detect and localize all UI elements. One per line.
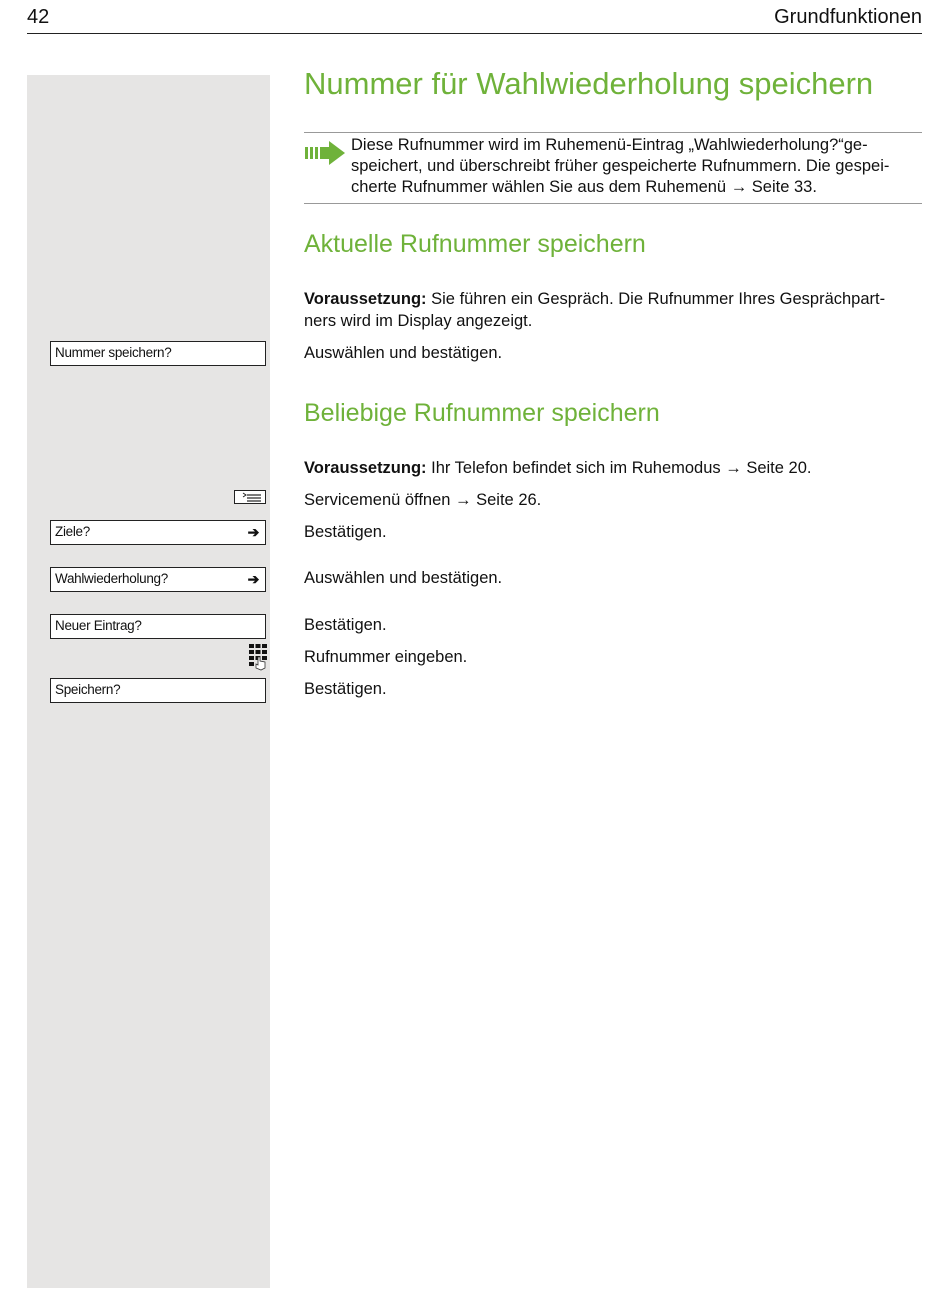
page-number: 42 <box>27 6 50 28</box>
display-neuer-eintrag[interactable] <box>50 614 266 639</box>
display-label: Nummer speichern? <box>55 345 172 360</box>
requirement-label: Voraussetzung: <box>304 459 427 477</box>
display-label: Wahlwiederholung? <box>55 571 168 586</box>
section-heading: Aktuelle Rufnummer speichern <box>304 230 646 258</box>
display-label: Neuer Eintrag? <box>55 618 142 633</box>
note-top-rule <box>304 132 922 133</box>
requirement-text-cont: ners wird im Display angezeigt. <box>304 312 533 330</box>
requirement-label: Voraussetzung: <box>304 290 427 308</box>
display-ziele[interactable] <box>50 520 266 545</box>
display-label: Speichern? <box>55 682 121 697</box>
chapter-title: Grundfunktionen <box>774 6 922 28</box>
step-text: Rufnummer eingeben. <box>304 648 468 666</box>
step-text: Servicemenü öffnen → Seite 26. <box>304 491 542 509</box>
green-arrow-icon <box>304 140 346 166</box>
requirement-body: Sie führen ein Gespräch. Die Rufnummer Ihres Gesprächpart- <box>431 290 886 308</box>
note-line: cherte Rufnummer wählen Sie aus dem Ruhemenü → Seite 33. <box>351 178 817 196</box>
right-arrow-icon: ➔ <box>247 524 259 540</box>
step-text: Bestätigen. <box>304 616 387 634</box>
note-line: speichert, und überschreibt früher gespeicherte Rufnummern. Die gespei- <box>351 157 890 175</box>
service-menu-key-icon[interactable] <box>234 490 266 504</box>
step-text: Bestätigen. <box>304 680 387 698</box>
requirement-text <box>304 457 811 479</box>
keypad-icon[interactable] <box>248 643 268 671</box>
display-speichern[interactable] <box>50 678 266 703</box>
display-wahlwiederholung[interactable] <box>50 567 266 592</box>
display-label: Ziele? <box>55 524 90 539</box>
step-text: Auswählen und bestätigen. <box>304 344 503 362</box>
note-line: Diese Rufnummer wird im Ruhemenü-Eintrag „Wahlwiederholung?“ge- <box>351 136 868 154</box>
section-heading: Beliebige Rufnummer speichern <box>304 399 660 427</box>
requirement-body: Ihr Telefon befindet sich im Ruhemodus → Seite 20. <box>431 459 812 477</box>
step-text: Auswählen und bestätigen. <box>304 569 503 587</box>
right-arrow-icon: ➔ <box>247 571 259 587</box>
display-nummer-speichern[interactable] <box>50 341 266 366</box>
step-text: Bestätigen. <box>304 523 387 541</box>
header-rule <box>27 33 922 34</box>
page-title: Nummer für Wahlwiederholung speichern <box>304 66 874 101</box>
requirement-text <box>304 288 885 310</box>
note-bottom-rule <box>304 203 922 204</box>
